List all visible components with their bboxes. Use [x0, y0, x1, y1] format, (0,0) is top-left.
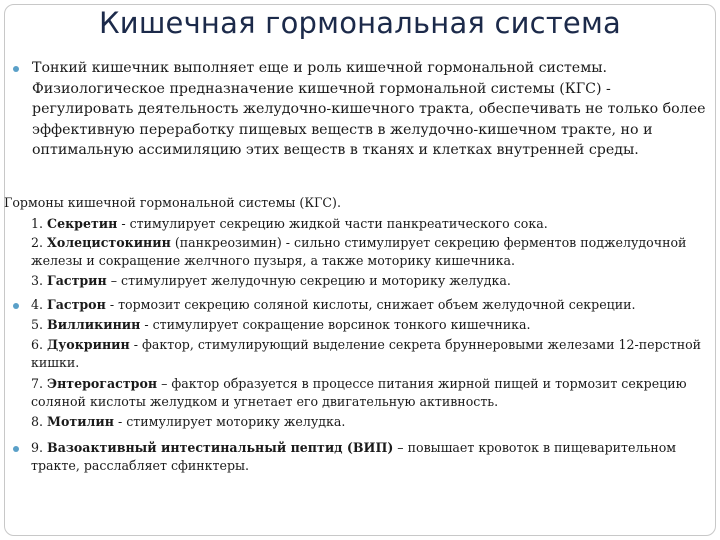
item-number: 6.: [31, 337, 44, 352]
item-number: 3.: [31, 273, 44, 288]
list-item: [31, 413, 706, 431]
intro-paragraph: Тонкий кишечник выполняет еще и роль кишечной гормональной системы. Физиологическое предназначение кишечной гормональной системы (КГС) - регулировать деятельность желудочно-кишечного тракта, обеспечивать не только более эффективную переработку пищевых веществ в желудочно-кишечном тракте, но и оптимальную ассимиляцию этих веществ в тканях и клетках внутренней среды.: [32, 60, 706, 159]
list-item: [31, 296, 706, 314]
item-number: 9.: [31, 440, 44, 455]
bullet-marker: [13, 446, 19, 452]
hormone-description: - стимулирует сокращение ворсинок тонкого кишечника.: [140, 317, 531, 332]
hormone-name: Дуокринин: [47, 337, 130, 352]
hormone-description: - фактор, стимулирующий выделение секрета бруннеровыми железами 12-перстной кишки.: [31, 337, 702, 371]
list-item: [31, 234, 706, 271]
page-title: Кишечная гормональная система: [98, 6, 622, 40]
hormone-description: - тормозит секрецию соляной кислоты, снижает объем желудочной секреции.: [105, 297, 636, 312]
list-item: [31, 272, 706, 290]
hormone-name: Вазоактивный интестинальный пептид (ВИП): [47, 440, 394, 455]
item-number: 2.: [31, 235, 44, 250]
item-number: 8.: [31, 414, 44, 429]
list-item: [31, 375, 706, 412]
hormone-description: – стимулирует желудочную секрецию и моторику желудка.: [106, 273, 511, 288]
item-number: 7.: [31, 376, 44, 391]
hormone-description: – фактор образуется в процессе питания жирной пищей и тормозит секрецию соляной кислоты желудком и угнетает его двигательную активность.: [31, 376, 687, 410]
hormone-name: Мотилин: [47, 414, 114, 429]
hormones-heading: Гормоны кишечной гормональной системы (КГС).: [4, 195, 341, 210]
hormone-description: - стимулирует моторику желудка.: [113, 414, 346, 429]
hormone-name: Гастрон: [47, 297, 106, 312]
hormone-description: - стимулирует секрецию жидкой части панкреатического сока.: [117, 216, 548, 231]
list-item: [31, 439, 706, 476]
hormone-name: Энтерогастрон: [47, 376, 158, 391]
hormone-name: Гастрин: [47, 273, 107, 288]
hormone-name: Вилликинин: [47, 317, 141, 332]
list-item: [31, 215, 706, 233]
hormone-name: Секретин: [47, 216, 118, 231]
hormone-description: (панкреозимин) - сильно стимулирует секрецию ферментов поджелудочной железы и сокращение желчного пузыря, а также моторику кишечника.: [31, 235, 687, 269]
list-item: [31, 336, 706, 373]
list-item: [31, 316, 706, 334]
item-number: 4.: [31, 297, 44, 312]
hormone-description: – повышает кровоток в пищеварительном тракте, расслабляет сфинктеры.: [31, 440, 677, 474]
hormone-name: Холецистокинин: [47, 235, 171, 250]
bullet-marker: [13, 303, 19, 309]
item-number: 5.: [31, 317, 44, 332]
item-number: 1.: [31, 216, 44, 231]
bullet-marker: [13, 66, 19, 72]
